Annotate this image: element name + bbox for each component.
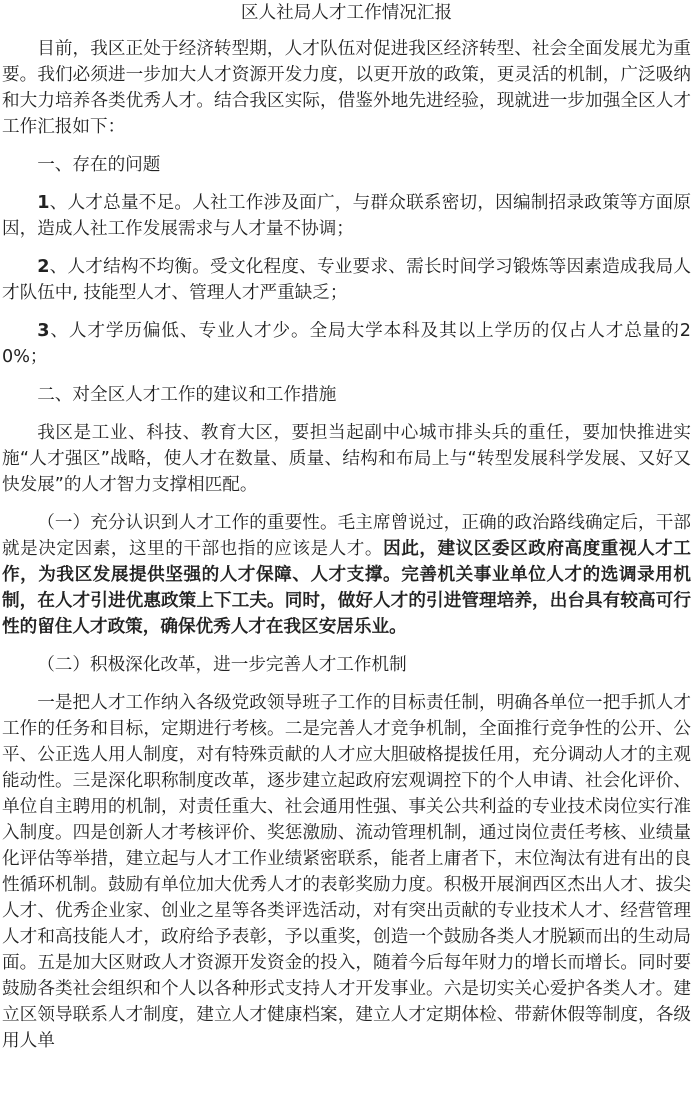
item-number: 1 (37, 193, 50, 213)
subsection1-paragraph (2, 510, 691, 640)
section1-heading: 一、存在的问题 (37, 155, 161, 175)
document-title: 区人社局人才工作情况汇报 (240, 3, 453, 23)
item-number: 2 (37, 257, 50, 277)
subsection2-heading: （二）积极深化改革，进一步完善人才工作机制 (37, 655, 407, 675)
subsection2-paragraph: 一是把人才工作纳入各级党政领导班子工作的目标责任制，明确各单位一把手抓人才工作的任务和目标，定期进行考核。二是完善人才竞争机制，全面推行竞争性的公开、公平、公正选人用人制度，对有特殊贡献的人才应大胆破格提拔任用，充分调动人才的主观能动性。三是深化职称制度改革，逐步建立起政府宏观调控下的个人申请、社会化评价、单位自主聘用的机制，对责任重大、社会通用性强、事关公共利益的专业技术岗位实行准入制度。四是创新人才考核评价、奖惩激励、流动管理机制，通过岗位责任考核、业绩量化评估等举措，建立起与人才工作业绩紧密联系，能者上庸者下，末位淘汰有进有出的良性循环机制。鼓励有单位加大优秀人才的表彰奖励力度。积极开展涧西区杰出人才、拔尖人才、优秀企业家、创业之星等各类评选活动，对有突出贡献的专业技术人才、经营管理人才和高技能人才，政府给予表彰，予以重奖，创造一个鼓励各类人才脱颖而出的生动局面。五是加大区财政人才资源开发资金的投入，随着今后每年财力的增长而增长。同时要鼓励各类社会组织和个人以各种形式支持人才开发事业。六是切实关心爱护各类人才。建立区领导联系人才制度，建立人才健康档案，建立人才定期体检、带薪休假等制度，各级用人单 (2, 693, 691, 1051)
problem-item-2 (2, 254, 691, 306)
subsection1-bold-text: 因此，建议区委区政府高度重视人才工作，为我区发展提供坚强的人才保障、人才支撑。完善机关事业单位人才的选调录用机制，在人才引进优惠政策上下工夫。同时，做好人才的引进管理培养，出台具有较高可行性的留住人才政策，确保优秀人才在我区安居乐业。 (2, 539, 691, 637)
subsection1-lead: （一）充分认识到人才工作的重要性。毛主席曾说过，正确的政治路线确定后，干部就是决定因素，这里的干部也指的应该是人才。 (2, 513, 691, 559)
section2-paragraph: 我区是工业、科技、教育大区，要担当起副中心城市排头兵的重任，要加快推进实施“人才强区”战略，使人才在数量、质量、结构和布局上与“转型发展科学发展、又好又快发展”的人才智力支撑相匹配。 (2, 423, 691, 495)
problem-item-3 (2, 318, 691, 370)
item-text: 、人才学历偏低、专业人才少。全局大学本科及其以上学历的仅占人才总量的20%； (2, 321, 691, 367)
item-number: 3 (37, 321, 50, 341)
problem-item-1 (2, 190, 691, 242)
intro-paragraph: 目前，我区正处于经济转型期，人才队伍对促进我区经济转型、社会全面发展尤为重要。我们必须进一步加大人才资源开发力度，以更开放的政策，更灵活的机制，广泛吸纳和大力培养各类优秀人才。结合我区实际，借鉴外地先进经验，现就进一步加强全区人才工作汇报如下： (2, 39, 691, 137)
item-text: 、人才总量不足。人社工作涉及面广，与群众联系密切，因编制招录政策等方面原因，造成人社工作发展需求与人才量不协调； (2, 193, 691, 239)
section2-heading: 二、对全区人才工作的建议和工作措施 (37, 385, 337, 405)
item-text: 、人才结构不均衡。受文化程度、专业要求、需长时间学习锻炼等因素造成我局人才队伍中, 技能型人才、管理人才严重缺乏； (2, 257, 691, 303)
